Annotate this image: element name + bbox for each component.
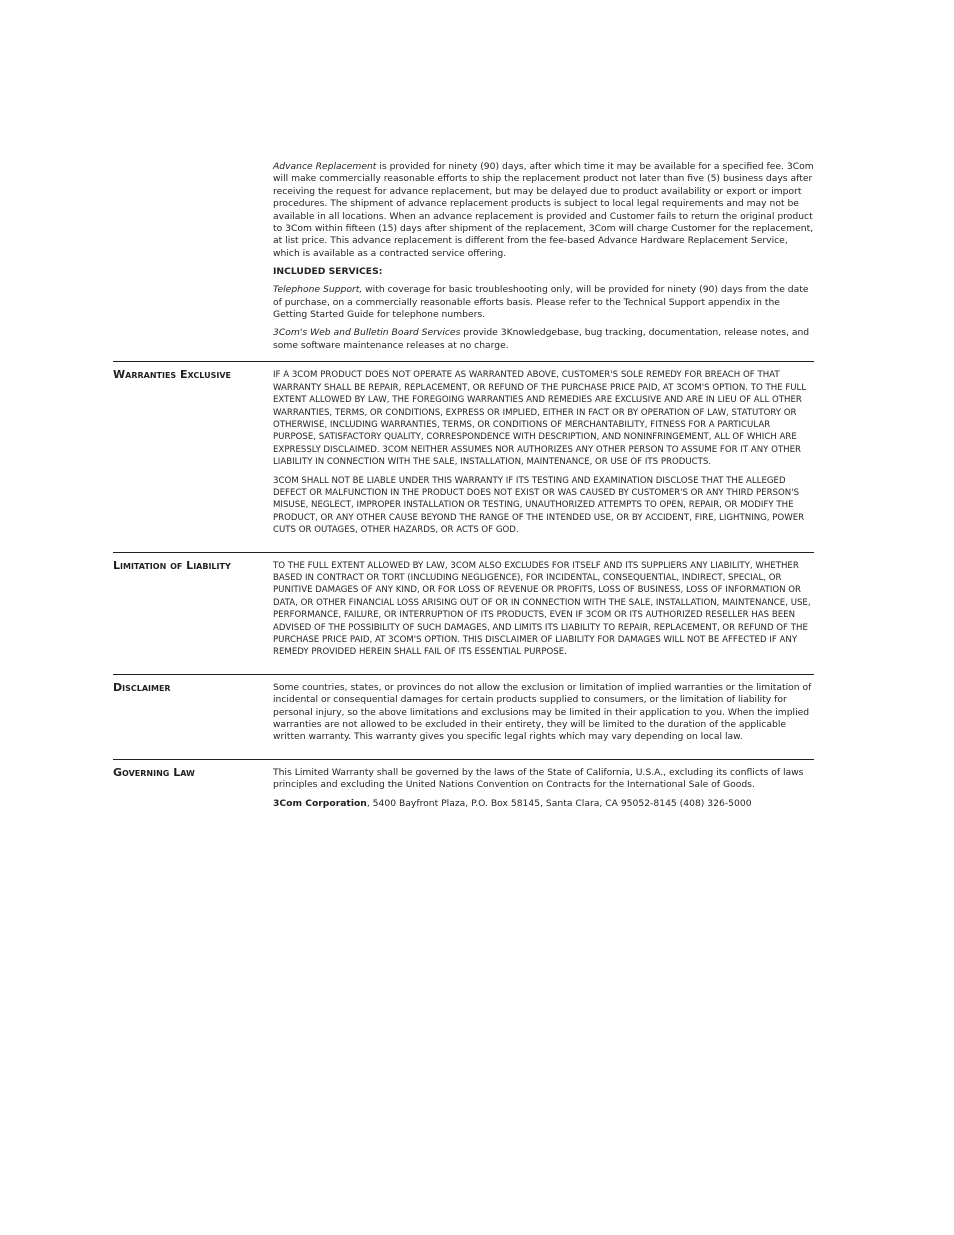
section-title-limitation: Limitation of Liability	[113, 558, 231, 572]
advance-replacement-paragraph	[273, 161, 814, 260]
warranties-paragraph-1: IF A 3COM PRODUCT DOES NOT OPERATE AS WARRANTED ABOVE, CUSTOMER'S SOLE REMEDY FOR BREACH OF THAT WARRANTY SHALL BE REPAIR, REPLACEMENT, OR REFUND OF THE PURCHASE PRICE PAID, AT 3COM'S OPTION. TO THE FULL EXTENT ALLOWED BY LAW, THE FOREGOING WARRANTIES AND REMEDIES ARE EXCLUSIVE AND ARE IN LIEU OF ALL OTHER WARRANTIES, TERMS, OR CONDITIONS, EXPRESS OR IMPLIED, EITHER IN FACT OR BY OPERATION OF LAW, STATUTORY OR OTHERWISE, INCLUDING WARRANTIES, TERMS, OR CONDITIONS OF MERCHANTABILITY, FITNESS FOR A PARTICULAR PURPOSE, SATISFACTORY QUALITY, CORRESPONDENCE WITH DESCRIPTION, AND NONINFRINGEMENT, ALL OF WHICH ARE EXPRESSLY DISCLAIMED. 3COM NEITHER ASSUMES NOR AUTHORIZES ANY OTHER PERSON TO ASSUME FOR IT ANY OTHER LIABILITY IN CONNECTION WITH THE SALE, INSTALLATION, MAINTENANCE, OR USE OF ITS PRODUCTS.	[273, 370, 807, 468]
advance-replacement-lead: Advance Replacement	[273, 161, 377, 172]
warranties-paragraph-2: 3COM SHALL NOT BE LIABLE UNDER THIS WARRANTY IF ITS TESTING AND EXAMINATION DISCLOSE THAT THE ALLEGED DEFECT OR MALFUNCTION IN THE PRODUCT DOES NOT EXIST OR WAS CAUSED BY CUSTOMER'S OR ANY THIRD PERSON'S MISUSE, NEGLECT, IMPROPER INSTALLATION OR TESTING, UNAUTHORIZED ATTEMPTS TO OPEN, REPAIR, OR MODIFY THE PRODUCT, OR ANY OTHER CAUSE BEYOND THE RANGE OF THE INTENDED USE, OR BY ACCIDENT, FIRE, LIGHTNING, POWER CUTS OR OUTAGES, OTHER HAZARDS, OR ACTS OF GOD.	[273, 475, 805, 536]
section-title-disclaimer: Disclaimer	[113, 680, 171, 694]
section-body-warranties	[273, 368, 814, 542]
section-body-governing	[273, 766, 814, 816]
company-address: , 5400 Bayfront Plaza, P.O. Box 58145, Santa Clara, CA 95052-8145 (408) 326-5000	[366, 797, 752, 809]
section-title-warranties: Warranties Exclusive	[113, 368, 231, 382]
telephone-support-lead: Telephone Support,	[273, 284, 363, 296]
section-disclaimer	[113, 674, 814, 750]
section-limitation-of-liability	[113, 552, 814, 665]
web-services-paragraph	[273, 327, 814, 352]
section-warranties-exclusive	[113, 361, 814, 542]
limitation-paragraph-1: TO THE FULL EXTENT ALLOWED BY LAW, 3COM ALSO EXCLUDES FOR ITSELF AND ITS SUPPLIERS ANY LIABILITY, WHETHER BASED IN CONTRACT OR TORT (INCLUDING NEGLIGENCE), FOR INCIDENTAL, CONSEQUENTIAL, INDIRECT, SPECIAL, OR PUNITIVE DAMAGES OF ANY KIND, OR FOR LOSS OF REVENUE OR PROFITS, LOSS OF BUSINESS, LOSS OF INFORMATION OR DATA, OR OTHER FINANCIAL LOSS ARISING OUT OF OR IN CONNECTION WITH THE SALE, INSTALLATION, MAINTENANCE, USE, PERFORMANCE, FAILURE, OR INTERRUPTION OF ITS PRODUCTS, EVEN IF 3COM OR ITS AUTHORIZED RESELLER HAS BEEN ADVISED OF THE POSSIBILITY OF SUCH DAMAGES, AND LIMITS ITS LIABILITY TO REPAIR, REPLACEMENT, OR REFUND OF THE PURCHASE PRICE PAID, AT 3COM'S OPTION. THIS DISCLAIMER OF LIABILITY FOR DAMAGES WILL NOT BE AFFECTED IF ANY REMEDY PROVIDED HEREIN SHALL FAIL OF ITS ESSENTIAL PURPOSE.	[273, 560, 811, 658]
section-body-disclaimer	[273, 681, 814, 750]
disclaimer-paragraph-1: Some countries, states, or provinces do not allow the exclusion or limitation of implied warranties or the limitation of incidental or consequential damages for certain products supplied to consumers, or the limitation of liability for personal injury, so the above limitations and exclusions may be limited in their application to you. When the implied warranties are not allowed to be excluded in their entirety, they will be limited to the duration of the applicable written warranty. This warranty gives you specific legal rights which may vary depending on local law.	[273, 681, 812, 743]
governing-paragraph-1: This Limited Warranty shall be governed by the laws of the State of California, U.S.A., excluding its conflicts of laws principles and excluding the United Nations Convention on Contracts for the International Sale of Goods.	[273, 766, 804, 791]
advance-replacement-text: is provided for ninety (90) days, after which time it may be available for a specified fee. 3Com will make commercially reasonable efforts to ship the replacement product not later than five (5) business days after receiving the request for advance replacement, but may be delayed due to product availability or export or import procedures. The shipment of advance replacement products is subject to local legal requirements and may not be available in all locations. When an advance replacement is provided and Customer fails to return the original product to 3Com within fifteen (15) days after shipment of the replacement, 3Com will charge Customer for the replacement, at list price. This advance replacement is different from the fee-based Advance Hardware Replacement Service, which is available as a contracted service offering.	[273, 161, 814, 259]
intro-block	[273, 161, 814, 352]
section-governing-law	[113, 759, 814, 816]
telephone-support-text: with coverage for basic troubleshooting only, will be provided for ninety (90) days from the date of purchase, on a commercially reasonable efforts basis. Please refer to the Technical Support appendix in the Getting Started Guide for telephone numbers.	[273, 284, 809, 321]
web-services-lead: 3Com's Web and Bulletin Board Services	[273, 327, 461, 339]
web-services-text: provide 3Knowledgebase, bug tracking, documentation, release notes, and some software maintenance releases at no charge.	[273, 327, 810, 351]
section-body-limitation	[273, 559, 814, 665]
included-services-heading: INCLUDED SERVICES:	[273, 266, 383, 278]
telephone-support-paragraph	[273, 284, 814, 321]
company-name: 3Com Corporation	[273, 797, 367, 809]
section-title-governing: Governing Law	[113, 765, 195, 779]
warranty-page	[113, 161, 814, 816]
company-address-line	[273, 798, 814, 810]
